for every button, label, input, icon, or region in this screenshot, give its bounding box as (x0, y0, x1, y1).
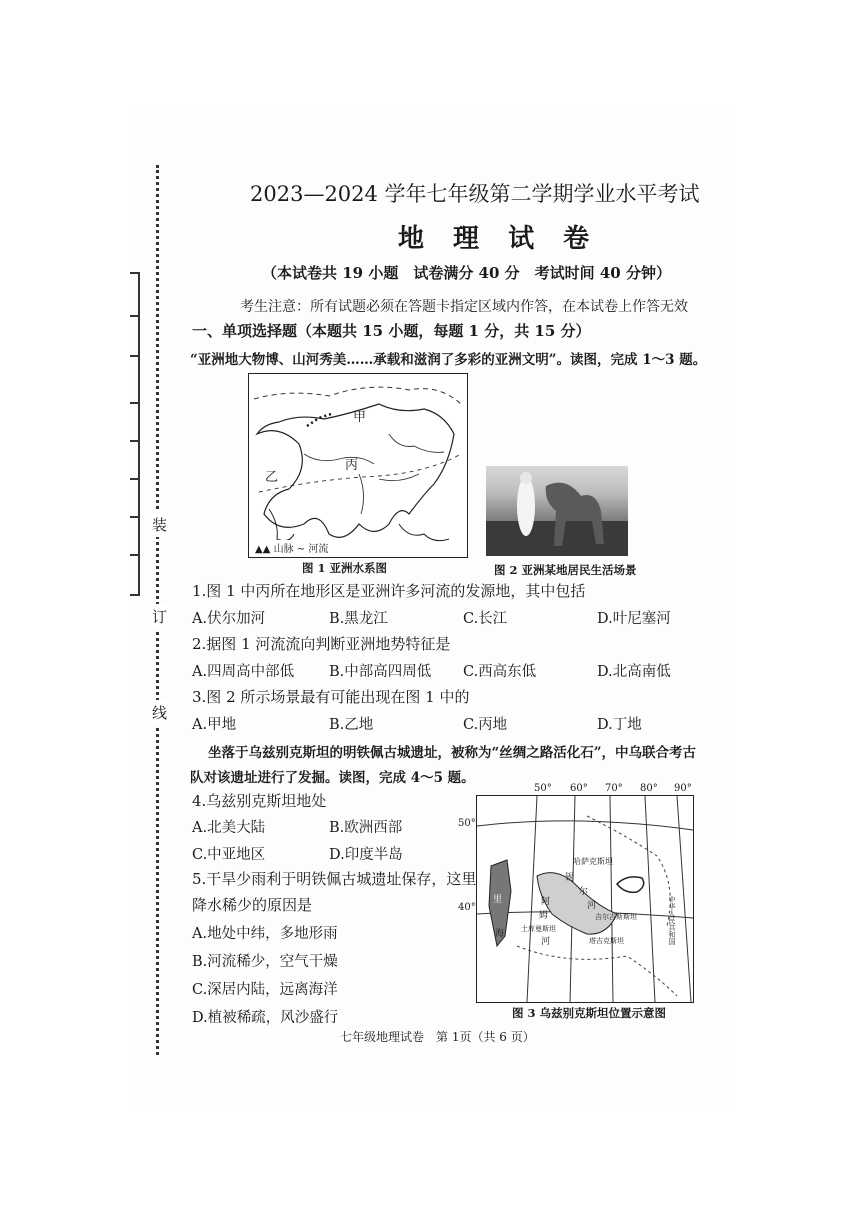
question-2-option-b[interactable]: B.中部高四周低 (329, 664, 432, 680)
place-label-li: 里 (493, 895, 503, 905)
map-label-bing: 丙 (345, 458, 359, 473)
lon-label-60: 60° (570, 783, 588, 794)
lat-label-50: 50° (458, 818, 476, 829)
binding-char-xian: 线 (152, 700, 167, 725)
question-3-stem: 3.图 2 所示场景最有可能出现在图 1 中的 (192, 688, 470, 706)
asia-river-map (248, 373, 468, 558)
bracket-tick (130, 440, 138, 442)
question-5-stem-line2: 降水稀少的原因是 (192, 896, 313, 914)
map-label-jia: 甲 (353, 410, 367, 425)
section-intro: “亚洲地大物博、山河秀美……承载和滋润了多彩的亚洲文明”。读图，完成 1～3 题。 (190, 352, 707, 368)
binding-char-zhuang: 装 (152, 512, 167, 537)
question-2-option-d[interactable]: D.北高南低 (597, 664, 671, 680)
lon-label-90: 90° (674, 783, 692, 794)
uzbekistan-map-drawing (477, 796, 693, 1002)
mountain-legend-label: 山脉 (273, 544, 294, 555)
question-1-option-d[interactable]: D.叶尼塞河 (597, 611, 671, 627)
question-5-option-c[interactable]: C.深居内陆，远离海洋 (192, 982, 338, 998)
question-5-option-a[interactable]: A.地处中纬，多地形雨 (192, 926, 338, 942)
question-3-option-a[interactable]: A.甲地 (192, 717, 237, 733)
figure2-caption: 图 2 亚洲某地居民生活场景 (494, 563, 637, 577)
exam-subtitle: 地 理 试 卷 (398, 224, 600, 254)
place-label-kyrgyzstan: 吉尔吉斯斯坦 (595, 913, 637, 921)
bracket-tick (130, 516, 138, 518)
question-5-option-b[interactable]: B.河流稀少，空气干燥 (192, 954, 338, 970)
place-label-hai: 海 (495, 929, 505, 939)
lon-label-70: 70° (605, 783, 623, 794)
lat-label-40: 40° (458, 902, 476, 913)
place-label-he-1: 河 (587, 901, 597, 911)
place-label-turkmenistan: 土库曼斯坦 (521, 925, 556, 933)
place-label-tajikistan: 塔吉克斯坦 (589, 937, 624, 945)
lon-label-80: 80° (640, 783, 658, 794)
uzbekistan-location-map (476, 795, 694, 1003)
question-2-option-a[interactable]: A.四周高中部低 (192, 664, 295, 680)
bracket-tick (130, 478, 138, 480)
map-legend (253, 540, 330, 555)
passage2-line2: 队对该遗址进行了发掘。读图，完成 4～5 题。 (190, 770, 475, 786)
question-4-option-b[interactable]: B.欧洲西部 (329, 820, 403, 836)
river-legend-icon: ∼ (296, 544, 306, 555)
section-heading: 一、单项选择题（本题共 15 小题，每题 1 分，共 15 分） (192, 322, 591, 340)
exam-title: 2023—2024 学年七年级第二学期学业水平考试 (250, 182, 700, 206)
place-label-kazakhstan: 哈萨克斯坦 (573, 857, 613, 866)
place-label-he-2: 河 (541, 937, 551, 947)
question-5-option-d[interactable]: D.植被稀疏，风沙盛行 (192, 1010, 339, 1026)
place-label-er: 尔 (579, 887, 589, 897)
place-label-xi: 锡 (565, 873, 575, 883)
question-2-option-c[interactable]: C.西高东低 (463, 664, 537, 680)
figure1-caption: 图 1 亚洲水系图 (302, 561, 388, 575)
bracket-tick (130, 315, 138, 317)
question-4-option-c[interactable]: C.中亚地区 (192, 847, 266, 863)
place-label-a: 阿 (541, 897, 551, 907)
question-2-stem: 2.据图 1 河流流向判断亚洲地势特征是 (192, 635, 451, 653)
lon-label-50: 50° (534, 783, 552, 794)
camel-photo (486, 466, 628, 556)
river-legend-label: 河流 (308, 544, 329, 555)
mountain-legend-icon: ▲▲ (255, 544, 271, 555)
question-5-stem-line1: 5.干旱少雨利于明铁佩古城遗址保存，这里 (192, 870, 477, 888)
passage2-line1: 坐落于乌兹别克斯坦的明铁佩古城遗址，被称为“丝绸之路活化石”，中乌联合考古 (208, 745, 697, 761)
page-footer: 七年级地理试卷 第 1页（共 6 页） (340, 1030, 535, 1044)
exam-info: （本试卷共 19 小题 试卷满分 40 分 考试时间 40 分钟） (262, 264, 671, 282)
question-4-stem: 4.乌兹别克斯坦地处 (192, 792, 327, 810)
bracket-tick (130, 402, 138, 404)
question-4-option-d[interactable]: D.印度半岛 (329, 847, 403, 863)
question-3-option-d[interactable]: D.丁地 (597, 717, 642, 733)
map-label-yi: 乙 (265, 470, 279, 485)
question-1-stem: 1.图 1 中丙所在地形区是亚洲许多河流的发源地，其中包括 (192, 582, 586, 600)
camel-photo-drawing (486, 466, 628, 556)
question-1-option-c[interactable]: C.长江 (463, 611, 508, 627)
question-1-option-b[interactable]: B.黑龙江 (329, 611, 388, 627)
binding-char-ding: 订 (152, 604, 167, 629)
bracket-tick (130, 355, 138, 357)
exam-notice: 考生注意：所有试题必须在答题卡指定区域内作答，在本试卷上作答无效 (240, 299, 688, 315)
bracket-tick (130, 554, 138, 556)
figure3-caption: 图 3 乌兹别克斯坦位置示意图 (512, 1006, 667, 1020)
binding-bracket (130, 272, 140, 596)
place-label-china: 中华人民共和国 (668, 896, 676, 945)
place-label-mu: 姆 (539, 911, 549, 921)
question-4-option-a[interactable]: A.北美大陆 (192, 820, 266, 836)
question-1-option-a[interactable]: A.伏尔加河 (192, 611, 266, 627)
question-3-option-b[interactable]: B.乙地 (329, 717, 374, 733)
question-3-option-c[interactable]: C.丙地 (463, 717, 508, 733)
